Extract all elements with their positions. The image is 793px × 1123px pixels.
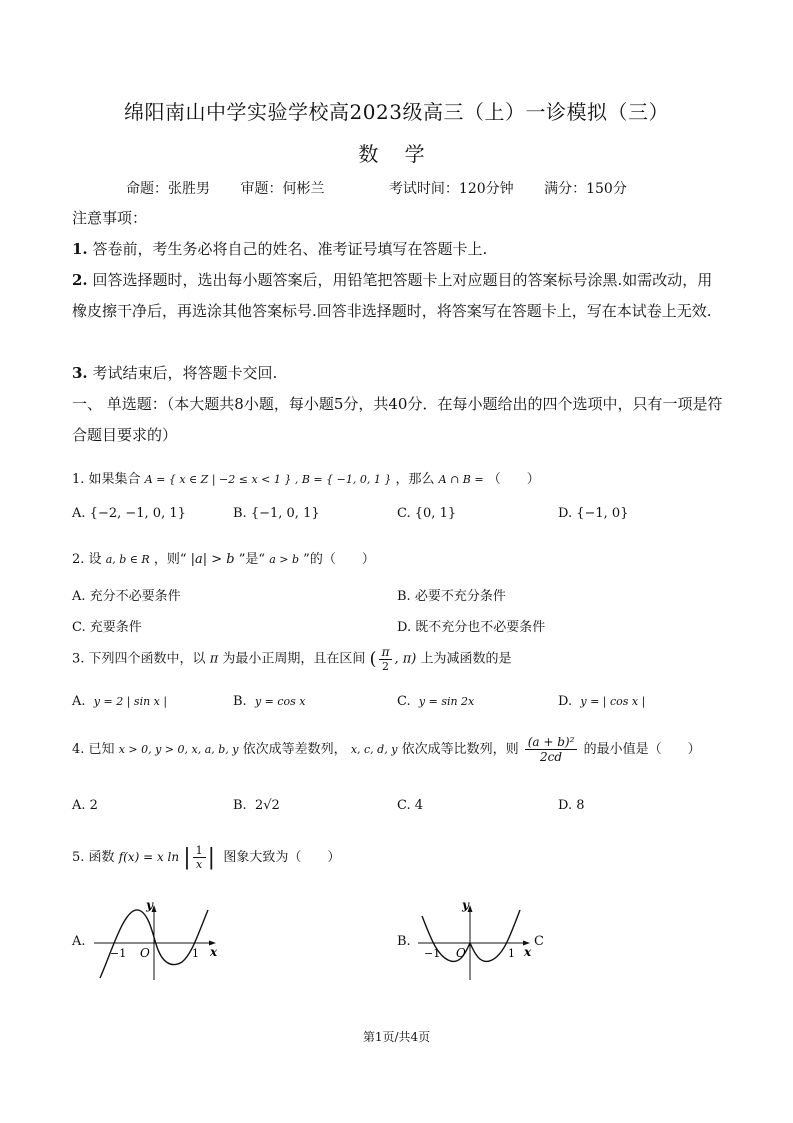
question-4 <box>72 735 701 764</box>
full-score: 满分：150分 <box>544 181 627 197</box>
q3-option-b: B. y = cos x <box>233 694 306 709</box>
q4-fraction <box>525 735 578 764</box>
q4-option-a: A. 2 <box>72 798 98 813</box>
q5-suffix: 图象大致为（ ） <box>223 850 341 865</box>
q2-prefix: 2. 设 <box>72 552 102 567</box>
q3-option-c: C. y = sin 2x <box>397 694 475 709</box>
q3-option-d: D. y = | cos x | <box>558 694 646 709</box>
q1-math: A = { x ∈ Z | −2 ≤ x < 1 } , B = { −1, 0, 1 } <box>144 473 392 486</box>
q2-option-c: C. 充要条件 <box>72 620 142 635</box>
q5-graph-a-one: 1 <box>192 947 199 960</box>
q1-prefix: 1. 如果集合 <box>72 472 141 487</box>
q5-option-c-label: C <box>534 934 544 949</box>
q2-option-b: B. 必要不充分条件 <box>397 589 506 604</box>
q3-math: π <box>209 651 219 667</box>
note-2-text: 回答选择题时，选出每小题答案后，用铅笔把答题卡上对应题目的答案标号涂黑.如需改动，用橡皮擦干净后，再选涂其他答案标号.回答非选择题时，将答案写在答题卡上，写在本试卷上无效. <box>72 271 713 320</box>
note-3-text: 考试结束后，将答题卡交回. <box>87 364 278 382</box>
q2-mid2: ”是“ <box>238 552 266 567</box>
q3-option-d-value: y = | cos x | <box>580 695 646 708</box>
page-footer: 第1页/共4页 <box>362 1030 431 1044</box>
q1-mid: ，那么 <box>395 472 435 487</box>
reviewer: 审题：何彬兰 <box>240 181 325 197</box>
q3-frac-den: 2 <box>382 660 389 673</box>
q5-option-a-label: A. <box>72 934 86 949</box>
q3-interval-end: , π) <box>394 651 417 667</box>
q5-graph-a-origin: O <box>140 946 150 960</box>
q1-math2: A ∩ B = <box>438 473 484 486</box>
subject-title: 数 学 <box>358 142 435 166</box>
q5-abs-left: | <box>183 845 191 870</box>
q5-fraction <box>193 844 206 871</box>
q2-math: a, b ∈ R <box>105 553 150 566</box>
q5-graph-b-neg-one: −1 <box>424 947 441 960</box>
q3-frac-num: π <box>379 645 393 660</box>
q4-option-b-value: 2√2 <box>254 798 280 813</box>
q2-mid: ，则“ <box>153 552 187 567</box>
q1-option-b: B. {−1, 0, 1} <box>233 506 320 521</box>
q5-frac-den: x <box>196 858 203 871</box>
q1-option-a-value: {−2, −1, 0, 1} <box>89 506 186 521</box>
q1-suffix: （ ） <box>487 472 540 487</box>
note-1-text: 答卷前，考生务必将自己的姓名、准考证号填写在答题卡上. <box>87 240 488 258</box>
setter: 命题：张胜男 <box>126 181 210 197</box>
q1-option-a: A. {−2, −1, 0, 1} <box>72 506 186 521</box>
q4-option-b: B. 2√2 <box>233 798 280 813</box>
note-3 <box>72 358 724 389</box>
q5-graph-b <box>416 896 551 982</box>
exam-meta <box>126 178 653 198</box>
q5-option-b-label: B. <box>397 934 411 949</box>
q2-option-a: A. 充分不必要条件 <box>72 589 181 604</box>
q3-option-a: A. y = 2 | sin x | <box>72 694 168 709</box>
note-1 <box>72 234 724 265</box>
q4-mid: 依次成等差数列， <box>242 742 347 757</box>
q1-option-d-value: {−1, 0} <box>576 506 629 521</box>
q1-option-c: C. {0, 1} <box>397 506 457 521</box>
q1-option-b-value: {−1, 0, 1} <box>250 506 320 521</box>
q5-graph-a-y-label: y <box>146 898 153 912</box>
section-1-heading: 一、 单选题：（本大题共8小题，每小题5分，共40分．在每小题给出的四个选项中，只有一项是符合题目要求的） <box>72 395 723 444</box>
question-2 <box>72 548 375 567</box>
q4-frac-num: (a + b)² <box>525 735 578 750</box>
q2-option-d: D. 既不充分也不必要条件 <box>397 620 546 635</box>
q3-fraction <box>379 645 393 673</box>
q1-option-c-value: {0, 1} <box>414 506 457 521</box>
q4-option-c: C. 4 <box>397 798 424 813</box>
q3-option-a-value: y = 2 | sin x | <box>93 695 168 708</box>
q5-graph-b-one: 1 <box>508 947 515 960</box>
question-1 <box>72 468 540 487</box>
exam-title: 绵阳南山中学实验学校高2023级高三（上）一诊模拟（三） <box>124 100 669 124</box>
q5-graph-b-origin: O <box>456 946 466 960</box>
question-3 <box>72 645 512 673</box>
q5-math: f(x) = x ln <box>118 850 180 864</box>
q3-prefix: 3. 下列四个函数中，以 <box>72 651 206 667</box>
q3-option-c-value: y = sin 2x <box>418 695 475 708</box>
q5-abs-right: | <box>207 845 216 870</box>
q5-frac-num: 1 <box>193 844 206 858</box>
question-5 <box>72 844 340 871</box>
q3-mid: 为最小正周期，且在区间 <box>222 651 366 667</box>
notes-heading: 注意事项： <box>72 209 148 227</box>
q2-suffix: ”的（ ） <box>303 552 375 567</box>
q4-option-d: D. 8 <box>558 798 585 813</box>
q4-prefix: 4. 已知 <box>72 742 115 757</box>
q2-math2: |a| > b <box>190 552 235 567</box>
q5-graph-a-x-label: x <box>210 945 218 959</box>
note-1-number: 1. <box>72 240 88 258</box>
q4-math: x > 0, y > 0, x, a, b, y <box>118 743 239 756</box>
note-3-number: 3. <box>72 364 88 382</box>
q2-math3: a > b <box>269 553 300 566</box>
q4-math2: x, c, d, y <box>350 743 398 756</box>
q3-option-b-value: y = cos x <box>254 695 306 708</box>
note-2 <box>72 265 724 327</box>
exam-time: 考试时间：120分钟 <box>388 181 514 197</box>
q5-graph-b-y-label: y <box>462 898 469 912</box>
q3-suffix: 上为减函数的是 <box>420 651 512 667</box>
q4-mid2: 依次成等比数列，则 <box>401 742 519 757</box>
q5-prefix: 5. 函数 <box>72 850 115 865</box>
q4-suffix: 的最小值是（ ） <box>583 742 701 757</box>
q4-frac-den: 2cd <box>540 750 563 764</box>
q1-option-d: D. {−1, 0} <box>558 506 629 521</box>
q3-open-paren: ( <box>369 648 377 670</box>
q5-graph-a <box>92 896 227 982</box>
note-2-number: 2. <box>72 271 88 289</box>
q5-graph-b-x-label: x <box>524 945 532 959</box>
q5-graph-a-neg-one: −1 <box>110 947 127 960</box>
